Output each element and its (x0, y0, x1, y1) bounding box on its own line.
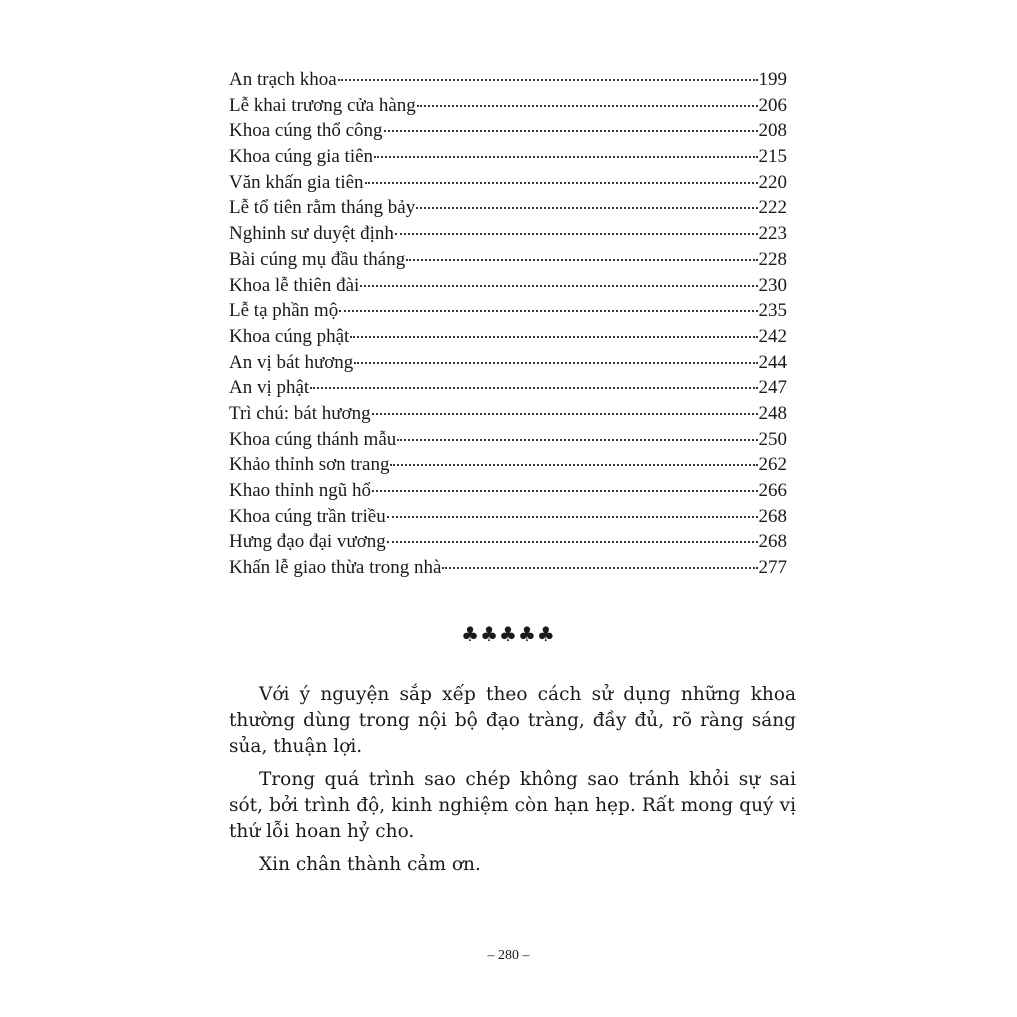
dot-leader (387, 540, 758, 543)
dot-leader (372, 489, 758, 492)
toc-entry-title: Văn khấn gia tiên (229, 171, 364, 193)
toc-entry (229, 144, 787, 170)
toc-entry (229, 555, 787, 581)
dot-leader (310, 386, 757, 389)
toc-entry-title: Lễ khai trương cửa hàng (229, 94, 416, 116)
toc-entry-page: 206 (758, 94, 787, 116)
toc-entry (229, 504, 787, 530)
toc-entry-page: 235 (758, 300, 787, 322)
toc-entry-page: 230 (758, 274, 787, 296)
toc-entry-page: 247 (758, 377, 787, 399)
toc-entry (229, 375, 787, 401)
toc-entry (229, 273, 787, 299)
toc-entry-page: 266 (758, 480, 787, 501)
toc-entry-title: Trì chú: bát hương (229, 402, 371, 424)
dot-leader (387, 515, 758, 518)
dot-leader (339, 309, 757, 312)
toc-entry-title: Bài cúng mụ đầu tháng (229, 248, 406, 270)
dot-leader (338, 78, 758, 81)
toc-entry (229, 529, 787, 555)
toc-entry-title: Khoa cúng thổ công (229, 120, 383, 142)
paragraph: Trong quá trình sao chép không sao tránh khỏi sự sai sót, bởi trình độ, kinh nghiệm còn hạn hẹp. Rất mong quý vị thứ lỗi hoan hỷ cho. (229, 769, 796, 842)
section-divider-ornament: ♣♣♣♣♣ (461, 622, 556, 646)
toc-entry-title: An vị phật (229, 377, 310, 399)
toc-entry-title: Khoa cúng phật (229, 325, 350, 347)
toc-entry-title: An vị bát hương (229, 351, 354, 373)
toc-entry-page: 268 (758, 505, 787, 527)
toc-entry-title: Khảo thỉnh sơn trang (229, 454, 390, 476)
toc-entry-title: An trạch khoa (229, 69, 337, 90)
toc-entry-page: 248 (758, 402, 787, 424)
dot-leader (417, 104, 758, 107)
page-number: – 280 – (487, 948, 530, 963)
toc-entry-page: 268 (758, 531, 787, 553)
paragraph: Xin chân thành cảm ơn. (259, 854, 481, 875)
dot-leader (442, 566, 757, 569)
toc-entry-page: 223 (758, 223, 787, 245)
toc-entry-title: Khao thỉnh ngũ hổ (229, 480, 371, 501)
toc-entry-page: 262 (758, 454, 787, 476)
toc-entry-page: 242 (758, 325, 787, 347)
toc-entry (229, 324, 787, 350)
toc-entry-title: Khấn lễ giao thừa trong nhà (229, 557, 442, 579)
toc-entry-title: Nghinh sư duyệt định (229, 223, 394, 245)
toc-entry-title: Khoa lễ thiên đài (229, 274, 360, 296)
toc-entry (229, 118, 787, 144)
dot-leader (397, 438, 757, 441)
dot-leader (406, 258, 757, 261)
toc-entry (229, 93, 787, 119)
toc-entry (229, 452, 787, 478)
toc-entry-page: 208 (758, 120, 787, 142)
toc-entry (229, 427, 787, 453)
toc-entry-title: Khoa cúng thánh mẫu (229, 428, 397, 450)
toc-entry (229, 401, 787, 427)
toc-entry-page: 199 (758, 69, 787, 90)
dot-leader (395, 232, 758, 235)
closing-text (229, 682, 796, 885)
dot-leader (354, 361, 757, 364)
table-of-contents (229, 67, 787, 581)
dot-leader (390, 463, 757, 466)
toc-entry (229, 350, 787, 376)
toc-entry-page: 222 (758, 197, 787, 219)
toc-entry-title: Khoa cúng trần triều (229, 505, 386, 527)
toc-entry-page: 228 (758, 248, 787, 270)
toc-entry (229, 221, 787, 247)
toc-entry (229, 170, 787, 196)
dot-leader (384, 129, 758, 132)
toc-entry-page: 244 (758, 351, 787, 373)
dot-leader (416, 206, 757, 209)
dot-leader (365, 181, 758, 184)
toc-entry-page: 277 (758, 557, 787, 579)
toc-entry-page: 250 (758, 428, 787, 450)
dot-leader (372, 412, 758, 415)
dot-leader (350, 335, 757, 338)
paragraph: Với ý nguyện sắp xếp theo cách sử dụng những khoa thường dùng trong nội bộ đạo tràng, đầy đủ, rõ ràng sáng sủa, thuận lợi. (229, 684, 796, 757)
toc-entry-page: 220 (758, 171, 787, 193)
toc-entry-title: Lễ tổ tiên rằm tháng bảy (229, 197, 416, 219)
toc-entry-title: Lễ tạ phần mộ (229, 300, 339, 322)
dot-leader (360, 284, 757, 287)
toc-entry (229, 67, 787, 93)
toc-entry (229, 298, 787, 324)
toc-entry (229, 247, 787, 273)
toc-entry (229, 195, 787, 221)
dot-leader (374, 155, 757, 158)
toc-entry-title: Hưng đạo đại vương (229, 531, 386, 553)
toc-entry-title: Khoa cúng gia tiên (229, 146, 374, 168)
toc-entry-page: 215 (758, 146, 787, 168)
toc-entry (229, 478, 787, 504)
